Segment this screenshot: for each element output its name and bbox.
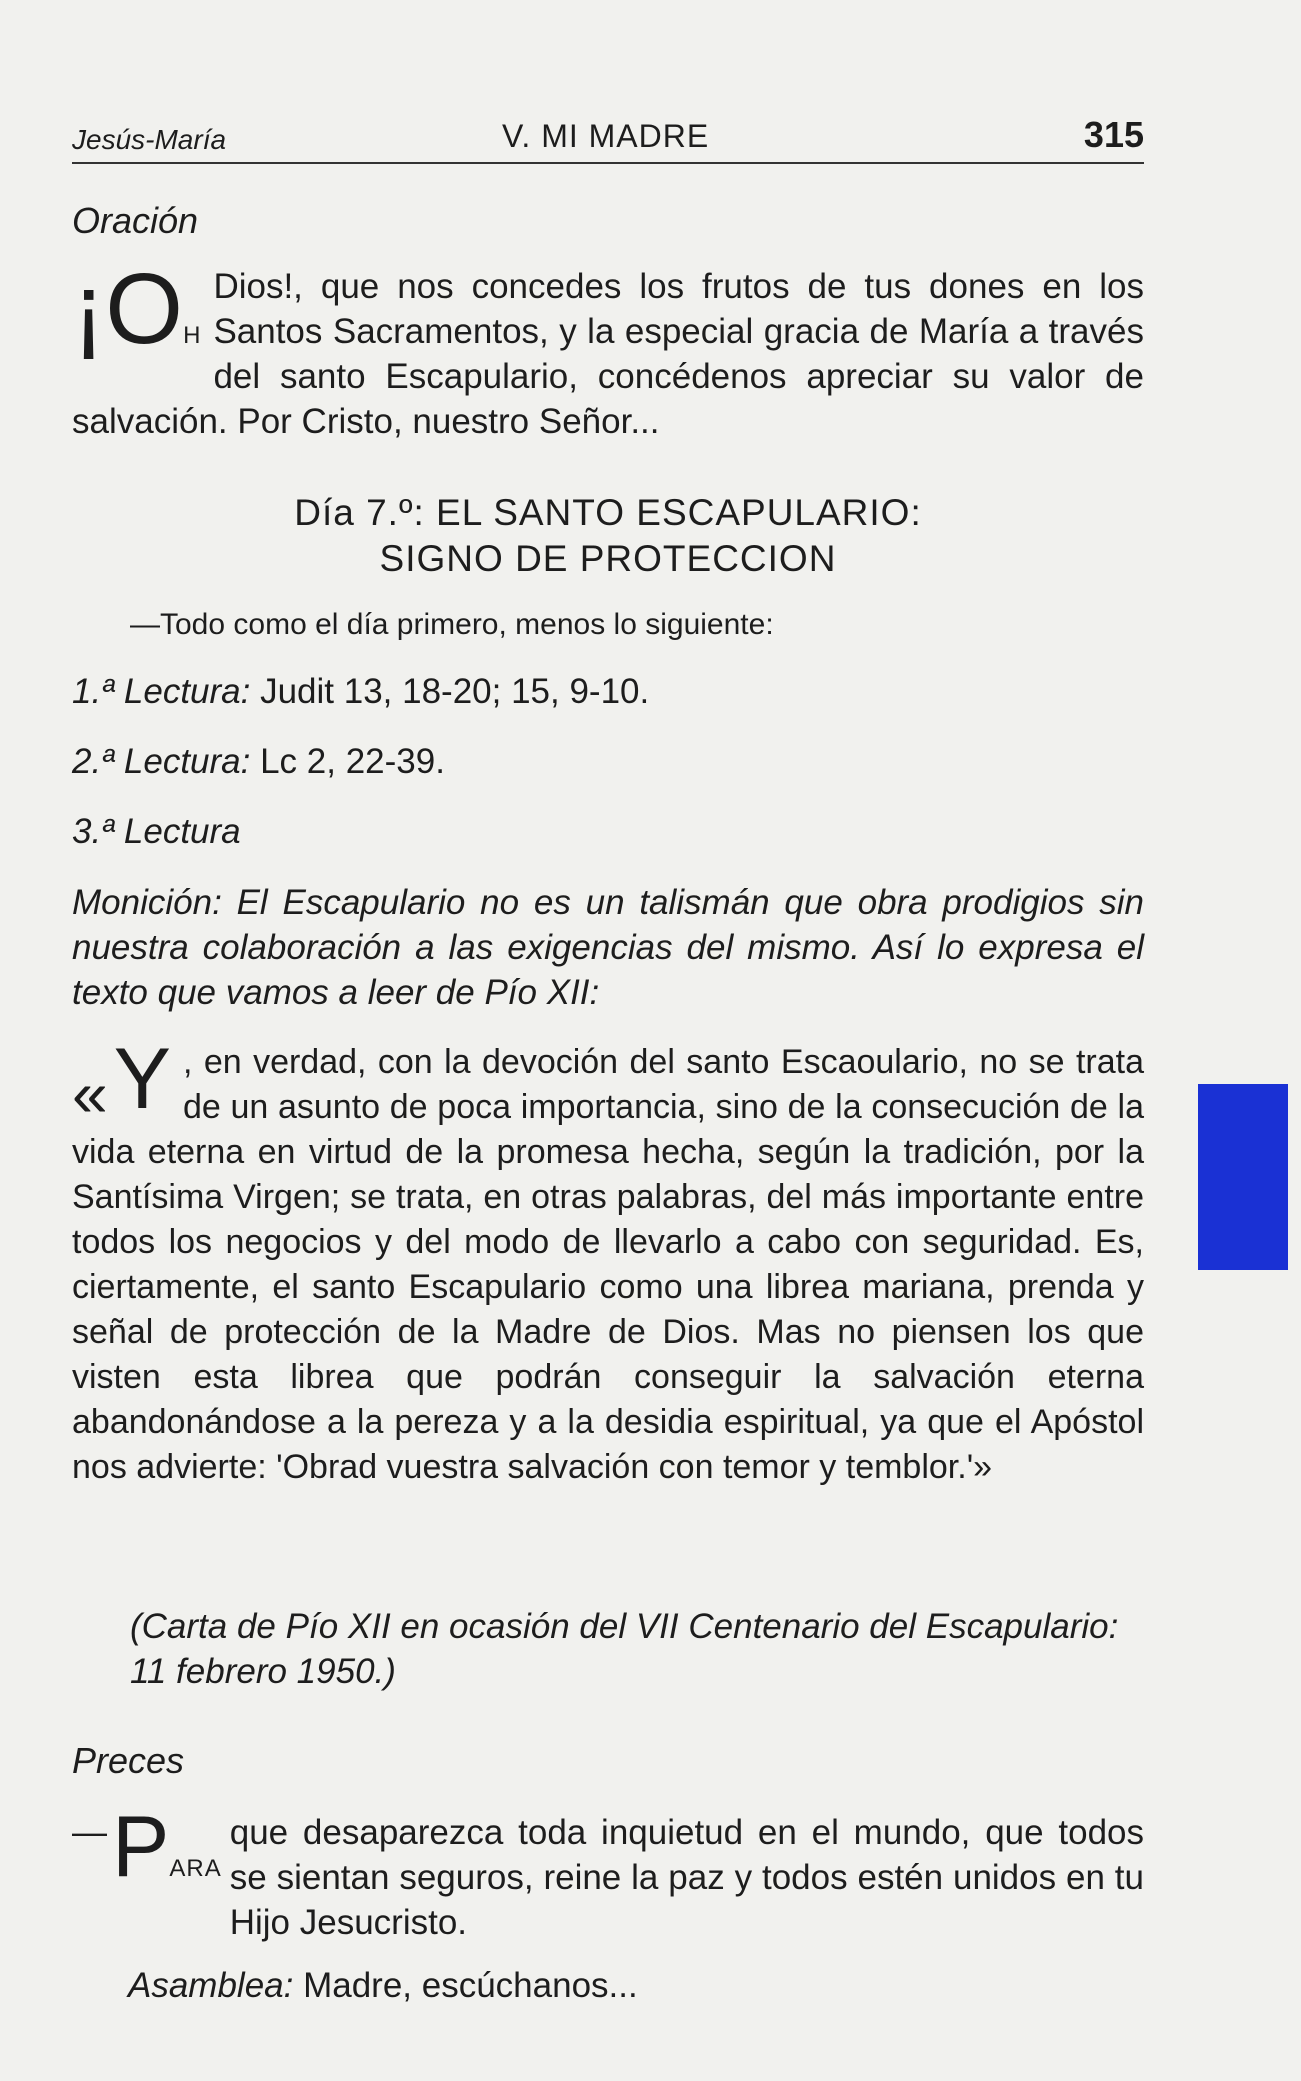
lectura-1-num: 1.ª xyxy=(72,672,115,711)
monicion-text: El Escapulario no es un talismán que obra prodigios sin nuestra colaboración a las exigencias del mismo. Así lo expresa el texto que vamos a leer de Pío XII: xyxy=(72,883,1144,1012)
oracion-text: Dios!, que nos concedes los frutos de tus dones en los Santos Sacramentos, y la especial gracia de María a través del santo Escapulario, concédenos apreciar su valor de salvación. Por Cristo, nuestro Señor... xyxy=(72,267,1144,441)
lectura-2-label: Lectura: xyxy=(123,742,251,781)
oracion-label: Oración xyxy=(72,200,199,241)
lectura-2-ref: Lc 2, 22-39. xyxy=(260,742,445,781)
lectura-2-num: 2.ª xyxy=(72,742,115,781)
day-heading xyxy=(72,490,1144,582)
quote-dropcap: Y xyxy=(113,1031,171,1127)
lectura-3 xyxy=(72,812,241,852)
preces-dropcap-small: ARA xyxy=(169,1855,222,1882)
running-head xyxy=(72,114,1144,164)
asamblea-text: Madre, escúchanos... xyxy=(293,1966,638,2005)
preces-dash: — xyxy=(72,1813,107,1852)
running-head-left: Jesús-María xyxy=(72,124,227,155)
monicion-paragraph xyxy=(72,880,1144,1015)
preces-dropcap: PARA xyxy=(112,1799,222,1895)
oracion-paragraph xyxy=(72,253,1144,444)
asamblea-label: Asamblea: xyxy=(128,1966,294,2005)
preces-text: que desaparezca toda inquietud en el mundo, que todos se sientan seguros, reine la paz y todos estén unidos en tu Hijo Jesucristo. xyxy=(229,1813,1144,1942)
thumb-index-tab xyxy=(1198,1084,1288,1270)
oracion-dropcap: ¡OH xyxy=(72,253,202,365)
instruction-line: —Todo como el día primero, menos lo siguiente: xyxy=(130,608,774,641)
citation: (Carta de Pío XII en ocasión del VII Centenario del Escapulario: 11 febrero 1950.) xyxy=(130,1607,1119,1691)
page-number: 315 xyxy=(1083,114,1144,155)
preces-body xyxy=(112,1799,1144,1945)
lectura-1 xyxy=(72,672,649,712)
quote-text: , en verdad, con la devoción del santo Escaoulario, no se trata de un asunto de poca importancia, sino de la consecución de la vida eterna en virtud de la promesa hecha, según la tradición, por la Santísima Virgen; se trata, en otras palabras, del más importante entre todos los negocios y del modo de llevarlo a cabo con seguridad. Es, ciertamente, el santo Escapulario como una librea mariana, prenda y señal de protección de la Madre de Dios. Mas no piensen los que visten esta librea que podrán conseguir la salvación eterna abandonándose a la pereza y a la desidia espiritual, ya que el Apóstol nos advierte: 'Obrad vuestra salvación con temor y temblor.'» xyxy=(72,1043,1144,1486)
lectura-3-num: 3.ª xyxy=(72,812,115,851)
preces-item xyxy=(72,1799,1144,1945)
oracion-dropcap-small: H xyxy=(183,322,202,349)
quote-paragraph xyxy=(72,1031,1144,1490)
day-heading-line2: SIGNO DE PROTECCION xyxy=(379,538,837,579)
day-heading-line1: Día 7.º: EL SANTO ESCAPULARIO: xyxy=(294,492,922,533)
quote-open-mark: « xyxy=(72,1058,108,1130)
monicion-label: Monición: xyxy=(72,883,222,922)
running-head-center: V. MI MADRE xyxy=(502,118,710,154)
preces-label: Preces xyxy=(72,1740,185,1781)
lectura-1-ref: Judit 13, 18-20; 15, 9-10. xyxy=(260,672,650,711)
asamblea-response xyxy=(128,1966,638,2006)
lectura-1-label: Lectura: xyxy=(123,672,251,711)
lectura-3-label: Lectura xyxy=(123,812,241,851)
lectura-2 xyxy=(72,742,445,782)
